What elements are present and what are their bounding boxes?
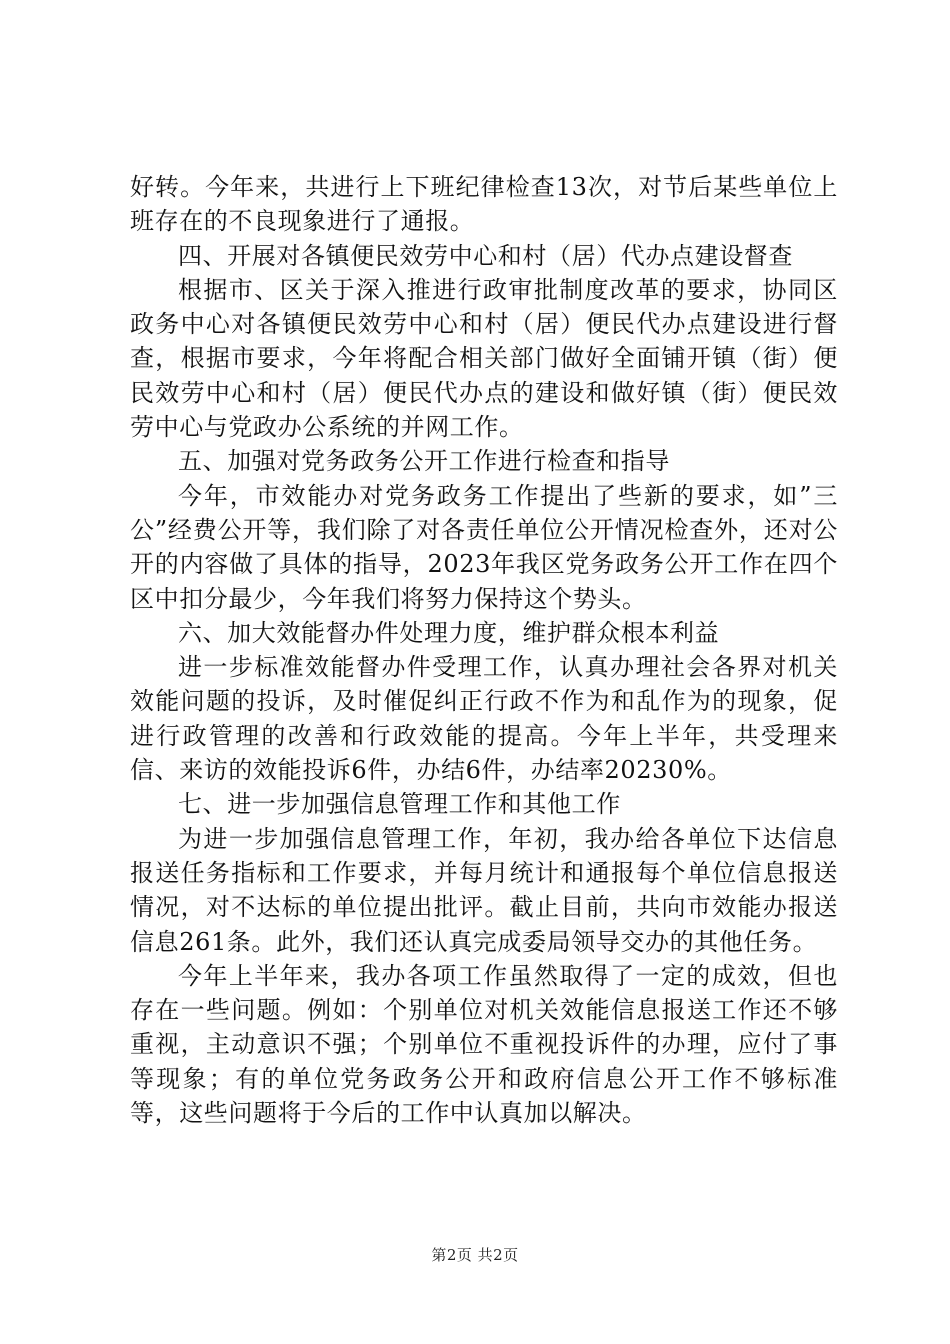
paragraph-section-6: 进一步标准效能督办件受理工作，认真办理社会各界对机关效能问题的投诉，及时催促纠正行政不作为和乱作为的现象，促进行政管理的改善和行政效能的提高。今年上半年，共受理来信、来访的效能投诉6件，办结6件，办结率20230%。 [130,653,838,785]
paragraph-summary: 今年上半年来，我办各项工作虽然取得了一定的成效，但也存在一些问题。例如：个别单位对机关效能信息报送工作还不够重视，主动意识不强；个别单位不重视投诉件的办理，应付了事等现象；有的单位党务政务公开和政府信息公开工作不够标准等，这些问题将于今后的工作中认真加以解决。 [130,961,838,1128]
section-heading-5: 五、加强对党务政务公开工作进行检查和指导 [178,447,670,476]
paragraph-continuation: 好转。今年来，共进行上下班纪律检查13次，对节后某些单位上班存在的不良现象进行了通报。 [130,173,838,236]
page-number: 第2页 共2页 [431,1246,519,1264]
paragraph-section-5: 今年，市效能办对党务政务工作提出了些新的要求，如”三公”经费公开等，我们除了对各责任单位公开情况检查外，还对公开的内容做了具体的指导，2023年我区党务政务公开工作在四个区中扣分最少，今年我们将努力保持这个势头。 [130,481,838,613]
document-body [130,170,838,1130]
section-heading-7: 七、进一步加强信息管理工作和其他工作 [178,790,621,819]
section-heading-4: 四、开展对各镇便民效劳中心和村（居）代办点建设督查 [178,241,793,270]
paragraph-section-7: 为进一步加强信息管理工作，年初，我办给各单位下达信息报送任务指标和工作要求，并每月统计和通报每个单位信息报送情况，对不达标的单位提出批评。截止目前，共向市效能办报送信息261条。此外，我们还认真完成委局领导交办的其他任务。 [130,824,838,956]
paragraph-section-4: 根据市、区关于深入推进行政审批制度改革的要求，协同区政务中心对各镇便民效劳中心和村（居）便民代办点建设进行督查，根据市要求，今年将配合相关部门做好全面铺开镇（街）便民效劳中心和村（居）便民代办点的建设和做好镇（街）便民效劳中心与党政办公系统的并网工作。 [130,275,838,442]
section-heading-6: 六、加大效能督办件处理力度，维护群众根本利益 [178,618,720,647]
